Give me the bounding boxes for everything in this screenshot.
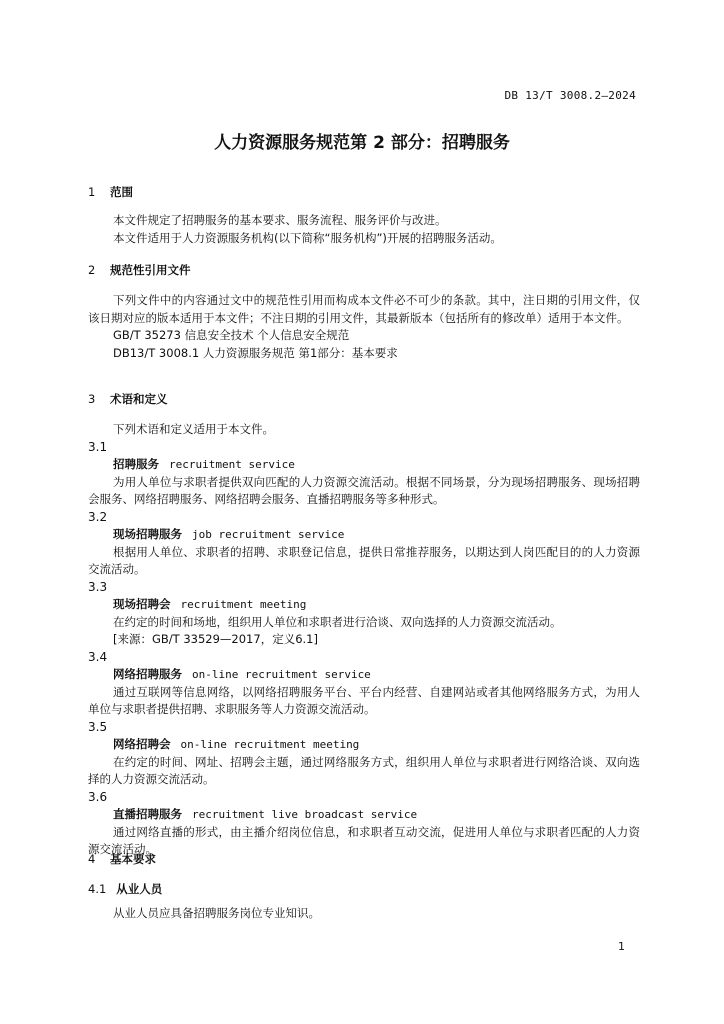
section-number: 4 xyxy=(88,852,96,866)
term-zh: 招聘服务 xyxy=(113,457,159,471)
section-2-heading xyxy=(88,262,640,280)
term-definition: 通过互联网等信息网络，以网络招聘服务平台、平台内经营、自建网站或者其他网络服务方式，为用人单位与求职者提供招聘、求职服务等人力资源交流活动。 xyxy=(88,684,640,716)
term-definition: 在约定的时间、网址、招聘会主题，通过网络服务方式，组织用人单位与求职者进行网络洽谈、双向选择的人力资源交流活动。 xyxy=(88,754,640,786)
term-heading xyxy=(88,596,640,614)
term-zh: 现场招聘会 xyxy=(113,597,171,611)
term-heading xyxy=(88,456,640,474)
term-zh: 直播招聘服务 xyxy=(113,807,182,821)
term-heading xyxy=(88,666,640,684)
normative-reference: DB13/T 3008.1 人力资源服务规范 第1部分：基本要求 xyxy=(113,345,398,360)
term-number: 3.5 xyxy=(88,719,108,734)
term-definition: 根据用人单位、求职者的招聘、求职登记信息，提供日常推荐服务，以期达到人岗匹配目的的人力资源交流活动。 xyxy=(88,544,640,576)
paragraph: 下列术语和定义适用于本文件。 xyxy=(113,422,274,436)
term-en: job recruitment service xyxy=(192,528,345,541)
term-number: 3.4 xyxy=(88,649,108,664)
document-id: DB 13/T 3008.2—2024 xyxy=(504,89,636,102)
section-number: 3 xyxy=(88,392,96,406)
page-number: 1 xyxy=(618,940,625,953)
term-number: 3.6 xyxy=(88,789,108,804)
section-1-body xyxy=(88,212,640,247)
term-en: recruitment live broadcast service xyxy=(192,808,418,821)
section-title: 术语和定义 xyxy=(110,392,168,406)
section-2-body xyxy=(88,292,640,362)
term-en: on-line recruitment service xyxy=(192,668,371,681)
term-number: 3.3 xyxy=(88,579,108,594)
section-3-body xyxy=(88,421,640,859)
term-zh: 网络招聘服务 xyxy=(113,667,182,681)
section-number: 2 xyxy=(88,263,96,277)
normative-reference: GB/T 35273 信息安全技术 个人信息安全规范 xyxy=(113,328,350,342)
term-en: on-line recruitment meeting xyxy=(180,738,360,751)
section-number: 1 xyxy=(88,185,96,199)
term-number: 3.1 xyxy=(88,439,108,454)
section-3-heading xyxy=(88,391,640,409)
paragraph: 从业人员应具备招聘服务岗位专业知识。 xyxy=(113,906,320,920)
section-1-heading xyxy=(88,184,640,202)
term-number: 3.2 xyxy=(88,509,108,524)
subsection-4-1-body xyxy=(88,905,640,923)
subsection-4-1-heading xyxy=(88,881,640,899)
section-title: 范围 xyxy=(110,185,133,199)
section-title: 基本要求 xyxy=(110,852,156,866)
term-heading xyxy=(88,526,640,544)
document-title: 人力资源服务规范第 2 部分：招聘服务 xyxy=(214,133,510,153)
term-source: [来源：GB/T 33529—2017，定义6.1] xyxy=(113,632,318,646)
term-definition: 在约定的时间和场地，组织用人单位和求职者进行洽谈、双向选择的人力资源交流活动。 xyxy=(113,614,562,629)
paragraph: 本文件适用于人力资源服务机构(以下简称“服务机构”)开展的招聘服务活动。 xyxy=(113,230,502,245)
term-heading xyxy=(88,806,640,824)
paragraph: 本文件规定了招聘服务的基本要求、服务流程、服务评价与改进。 xyxy=(113,213,447,227)
term-definition: 通过网络直播的形式，由主播介绍岗位信息，和求职者互动交流，促进用人单位与求职者匹配的人力资源交流活动。 xyxy=(88,824,640,856)
term-zh: 网络招聘会 xyxy=(113,737,171,751)
term-zh: 现场招聘服务 xyxy=(113,527,182,541)
term-definition: 为用人单位与求职者提供双向匹配的人力资源交流活动。根据不同场景，分为现场招聘服务、现场招聘会服务、网络招聘服务、网络招聘会服务、直播招聘服务等多种形式。 xyxy=(88,474,640,506)
term-en: recruitment service xyxy=(169,458,295,471)
section-4-heading xyxy=(88,851,640,869)
subsection-title: 从业人员 xyxy=(116,882,163,896)
term-en: recruitment meeting xyxy=(180,598,307,611)
paragraph: 下列文件中的内容通过文中的规范性引用而构成本文件必不可少的条款。其中，注日期的引用文件，仅该日期对应的版本适用于本文件；不注日期的引用文件，其最新版本（包括所有的修改单）适用于本文件。 xyxy=(88,293,640,325)
subsection-number: 4.1 xyxy=(88,882,107,896)
term-heading xyxy=(88,736,640,754)
section-title: 规范性引用文件 xyxy=(110,263,191,277)
